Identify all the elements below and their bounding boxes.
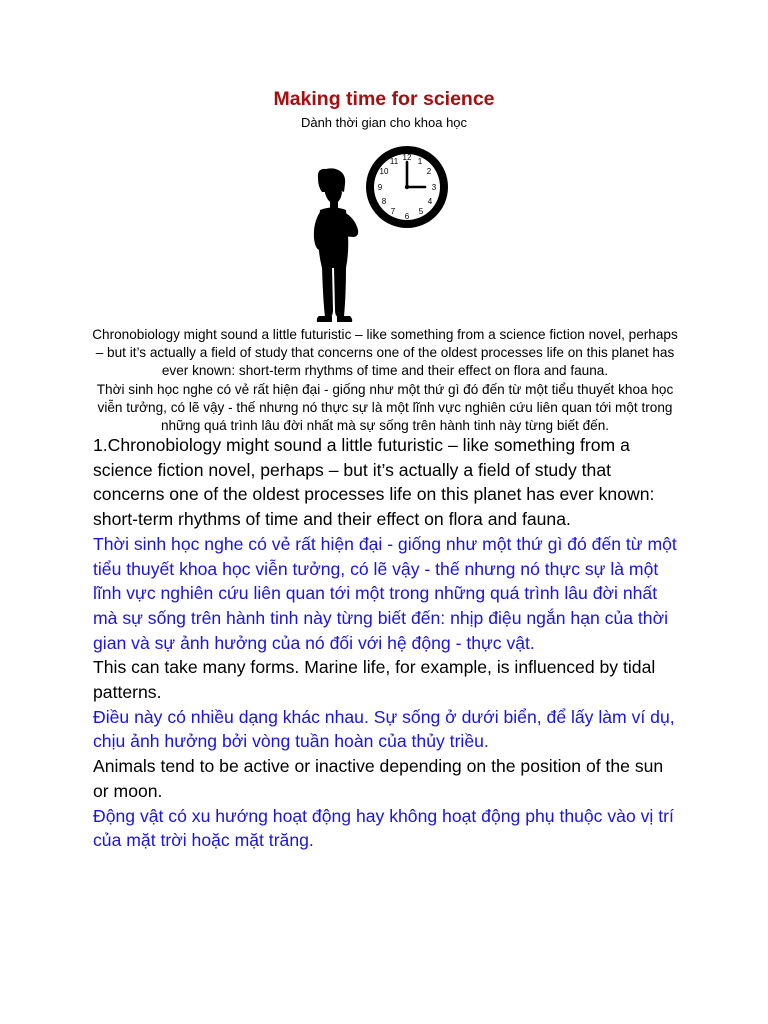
svg-text:1: 1: [417, 157, 423, 166]
svg-text:3: 3: [431, 183, 437, 192]
illustration: [300, 140, 470, 325]
svg-text:8: 8: [381, 197, 387, 206]
svg-text:2: 2: [426, 167, 432, 176]
svg-text:11: 11: [389, 157, 399, 166]
page-subtitle: Dành thời gian cho khoa học: [300, 115, 468, 130]
caption-english: Chronobiology might sound a little futuristic – like something from a science fiction novel, perhaps – but it’s actually a field of study that concerns one of the oldest processes life on this planet has ever known: short-term rhythms of time and their effect on flora and fauna.: [92, 327, 678, 379]
svg-text:6: 6: [404, 212, 410, 221]
paragraph-1-english: 1.Chronobiology might sound a little futuristic – like something from a science fiction novel, perhaps – but it’s actually a field of study that concerns one of the oldest processes life on this planet has ever known: short-term rhythms of time and their effect on flora and fauna.: [93, 435, 655, 530]
paragraph-1-vietnamese: Thời sinh học nghe có vẻ rất hiện đại - giống như một thứ gì đó đến từ một tiểu thuyết khoa học viễn tưởng, có lẽ vậy - thế nhưng nó thực sự là một lĩnh vực nghiên cứu liên quan tới một trong những quá trình lâu đời nhất mà sự sống trên hành tinh này từng biết đến: nhịp điệu ngắn hạn của thời gian và sự ảnh hưởng của nó đối với hệ động - thực vật.: [93, 533, 677, 653]
caption-vietnamese: Thời sinh học nghe có vẻ rất hiện đại - giống như một thứ gì đó đến từ một tiểu thuyết khoa học viễn tưởng, có lẽ vậy - thế nhưng nó thực sự là một lĩnh vực nghiên cứu liên quan tới một trong những quá trình lâu đời nhất mà sự sống trên hành tinh này từng biết đến.: [96, 381, 674, 434]
paragraph-2-vietnamese: Điều này có nhiều dạng khác nhau. Sự sống ở dưới biển, để lấy làm ví dụ, chịu ảnh hưởng bởi vòng tuần hoàn của thủy triều.: [93, 706, 675, 752]
article-body: [93, 433, 683, 853]
caption: [90, 326, 680, 435]
svg-text:4: 4: [427, 197, 433, 206]
page-title: Making time for science: [273, 88, 495, 110]
svg-text:9: 9: [377, 183, 383, 192]
svg-text:10: 10: [379, 167, 389, 176]
svg-text:12: 12: [402, 153, 412, 162]
paragraph-3-english: Animals tend to be active or inactive depending on the position of the sun or moon.: [93, 756, 664, 801]
wall-clock-icon: [366, 146, 448, 228]
paragraph-2-english: This can take many forms. Marine life, for example, is influenced by tidal patterns.: [93, 657, 656, 703]
svg-text:7: 7: [390, 207, 396, 216]
svg-text:5: 5: [418, 207, 424, 216]
silhouette-person-icon: [314, 168, 358, 322]
paragraph-3-vietnamese: Động vật có xu hướng hoạt động hay không hoạt động phụ thuộc vào vị trí của mặt trời hoặc mặt trăng.: [93, 805, 674, 851]
